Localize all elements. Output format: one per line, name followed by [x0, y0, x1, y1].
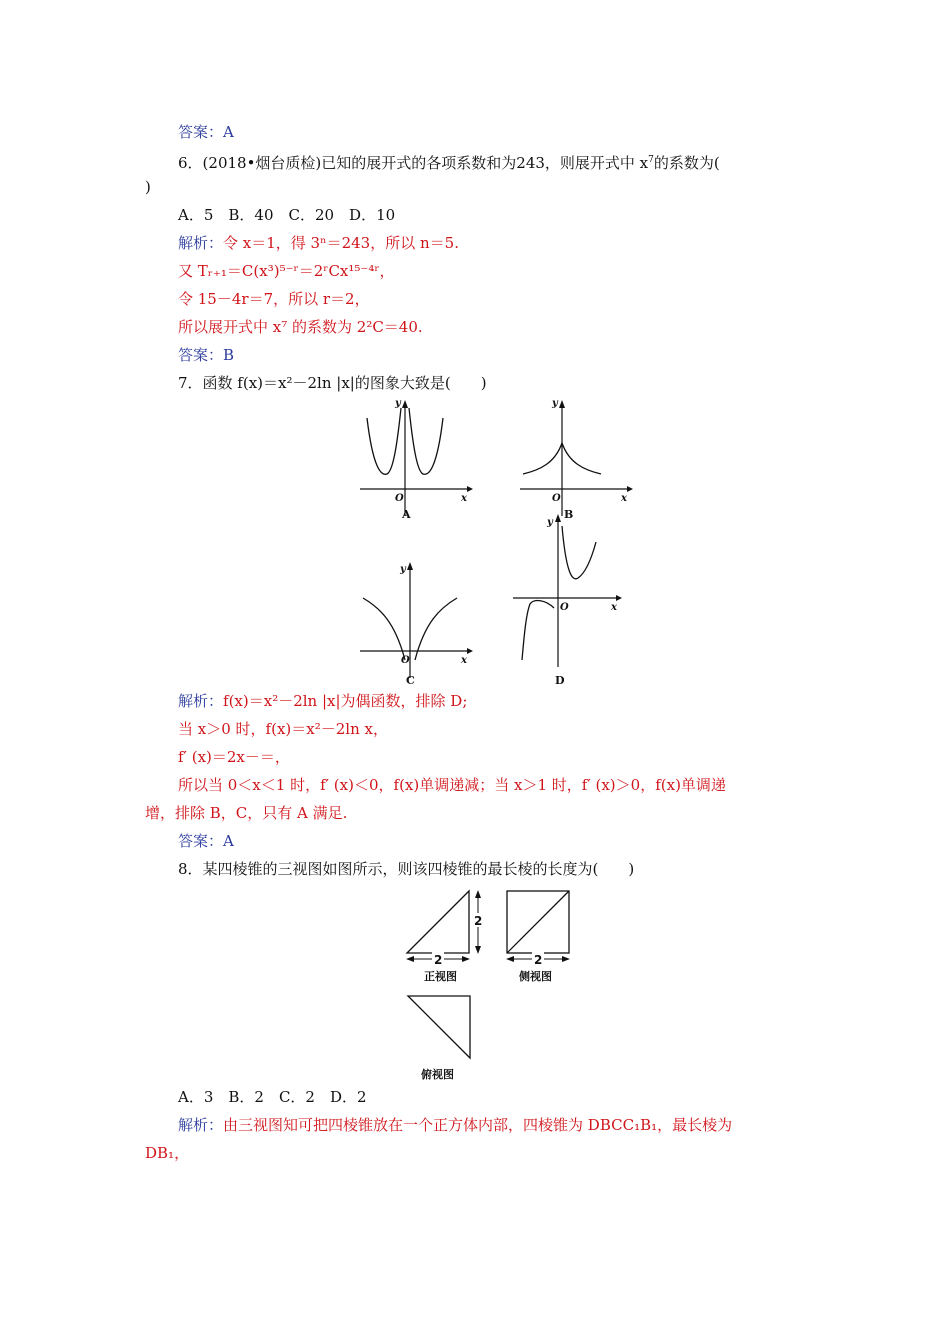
- q8-solution-text: 由三视图知可把四棱锥放在一个正方体内部，四棱锥为 DBCC₁B₁，最长棱为: [223, 1116, 733, 1134]
- q7-stem: 7．函数 f(x)＝x²－2ln |x|的图象大致是( ): [178, 374, 487, 392]
- q7-answer: 答案：A: [178, 832, 234, 850]
- q8-solution-label: 解析：: [178, 1116, 224, 1134]
- top-view-label: 俯视图: [421, 1068, 454, 1081]
- q8-options: A．3 B．2 C．2 D．2: [178, 1088, 367, 1106]
- q8-solution-line2: DB₁，: [145, 1144, 190, 1162]
- q6-solution-line2: 又 Tᵣ₊₁＝C(x³)⁵⁻ʳ＝2ʳCx¹⁵⁻⁴ʳ，: [178, 262, 395, 280]
- graph-b-y: y: [552, 398, 558, 409]
- graph-c-label: C: [406, 674, 415, 687]
- graph-c-origin: O: [401, 655, 410, 666]
- q8-solution-line1: [178, 1114, 732, 1136]
- q6-stem-tail: 的系数为(: [653, 154, 720, 172]
- q7-solution-line4: 所以当 0＜x＜1 时，f′ (x)＜0，f(x)单调递减；当 x＞1 时，f′ (x)＞0，f(x)单调递: [178, 776, 726, 794]
- front-view-label: 正视图: [424, 970, 457, 983]
- q6-options: A．5 B．40 C．20 D．10: [178, 206, 396, 224]
- q7-solution-line2: 当 x＞0 时，f(x)＝x²－2ln x，: [178, 720, 388, 738]
- front-view: [403, 885, 503, 985]
- q7-solution-label: 解析：: [178, 692, 224, 710]
- graph-c-y: y: [400, 564, 406, 575]
- q6-solution-line1: [178, 232, 459, 254]
- q6-solution-line4: 所以展开式中 x⁷ 的系数为 2²C＝40.: [178, 318, 423, 336]
- graph-a-y: y: [395, 398, 401, 409]
- top-view: [403, 990, 503, 1085]
- graph-b-label: B: [564, 508, 574, 521]
- q8-stem: 8．某四棱锥的三视图如图所示，则该四棱锥的最长棱的长度为( ): [178, 860, 635, 878]
- graph-b-origin: O: [552, 493, 561, 504]
- graph-a-origin: O: [395, 493, 404, 504]
- graph-c: [355, 560, 480, 690]
- q7-solution-text: f(x)＝x²－2ln |x|为偶函数，排除 D;: [223, 692, 468, 710]
- graph-c-x: x: [461, 655, 467, 666]
- q7-solution-line5: 增，排除 B，C，只有 A 满足.: [145, 804, 348, 822]
- q6-stem: [178, 149, 720, 174]
- graph-d-label: D: [555, 674, 565, 687]
- front-view-width: 2: [434, 953, 443, 967]
- q6-stem-line2: ): [145, 178, 151, 196]
- side-view-label: 侧视图: [519, 970, 552, 983]
- graph-d-origin: O: [560, 602, 569, 613]
- graph-b: [515, 398, 640, 523]
- graph-d-y: y: [547, 517, 553, 528]
- graph-a-label: A: [402, 508, 411, 521]
- graph-b-x: x: [621, 493, 627, 504]
- side-view-width: 2: [534, 953, 543, 967]
- q7-solution-line1: [178, 690, 467, 712]
- q5-answer: 答案：A: [178, 123, 234, 141]
- graph-d: [508, 512, 633, 690]
- q7-solution-line3: f′ (x)＝2x－＝，: [178, 748, 290, 766]
- q6-stem-text: 6．(2018•烟台质检)已知的展开式的各项系数和为243，则展开式中 x: [178, 154, 649, 172]
- q6-answer: 答案：B: [178, 346, 235, 364]
- side-view: [503, 885, 583, 985]
- q6-stem-sup: 7: [648, 155, 654, 165]
- q6-solution-label: 解析：: [178, 234, 224, 252]
- graph-a-x: x: [461, 493, 467, 504]
- graph-d-x: x: [611, 602, 617, 613]
- front-view-height: 2: [474, 914, 483, 928]
- q6-solution-text: 令 x＝1，得 3ⁿ＝243，所以 n＝5.: [223, 234, 459, 252]
- graph-a: [355, 398, 475, 523]
- q6-solution-line3: 令 15－4r＝7，所以 r＝2，: [178, 290, 370, 308]
